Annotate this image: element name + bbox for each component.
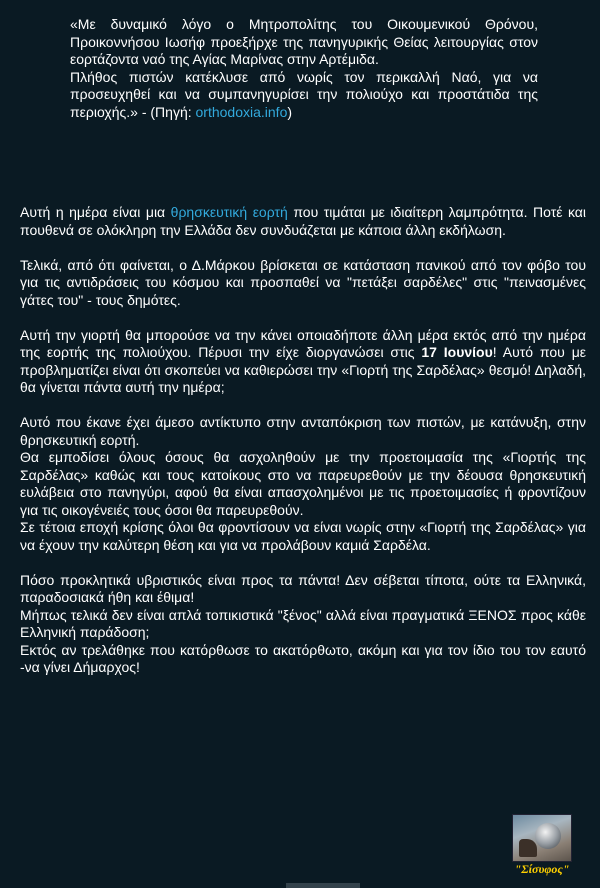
p3-text-after: ! Αυτό που με προβληματίζει είναι ότι σκοπεύει να καθιερώσει την «Γιορτή της Σαρδέλας» θεσμό! Δηλαδή, θα γίνεται πάντα αυτή την ημέρα; <box>20 344 586 395</box>
signature-label: "Σίσυφος" <box>514 862 570 876</box>
pushing-figure-shape <box>519 839 537 857</box>
boulder-shape <box>535 823 561 849</box>
p1-text-after: που τιμάται με ιδιαίτερη λαμπρότητα. Ποτέ και πουθενά σε ολόκληρη την Ελλάδα δεν συνδυάζεται με κάποια άλλη εκδήλωση. <box>20 204 587 238</box>
quote-close: ) <box>287 103 293 120</box>
blockquote <box>70 16 538 121</box>
p5-line-2: Μήπως τελικά δεν είναι απλά τοπικιστικά "ξένος" αλλά είναι πραγματικά ΞΕΝΟΣ προς κάθε Ελληνική παράδοση; <box>20 606 586 640</box>
p5-line-3: Εκτός αν τρελάθηκε που κατόρθωσε το ακατόρθωτο, ακόμη και για τον ίδιο του τον εαυτό -να γίνει Δήμαρχος! <box>20 641 586 675</box>
scroll-indicator[interactable] <box>286 883 360 888</box>
p5-line-1: Πόσο προκλητικά υβριστικός είναι προς τα πάντα! Δεν σέβεται τίποτα, ούτε τα Ελληνικά, παραδοσιακά ήθη και έθιμα! <box>20 571 586 605</box>
quote-text-2: Πλήθος πιστών κατέκλυσε από νωρίς τον περικαλλή Ναό, για να προσευχηθεί και να συμπανηγυρίσει την πολιούχο και προστάτιδα της περιοχής.» - (Πηγή: <box>70 68 538 120</box>
p4-line-1: Αυτό που έκανε έχει άμεσο αντίκτυπο στην ανταπόκριση των πιστών, με κατάνυξη, στην θρησκευτική εορτή. <box>20 414 586 448</box>
paragraph-4 <box>20 414 586 554</box>
paragraph-5 <box>20 572 586 677</box>
p4-line-2: Θα εμποδίσει όλους όσους θα ασχοληθούν με την προετοιμασία της «Γιορτής της Σαρδέλας» καθώς και τους κατοίκους στο να παρευρεθούν με την δέουσα θρησκευτική ευλάβεια στο πανηγύρι, αφού θα είναι απασχολημένοι με τις προετοιμασίες ή φροντίζουν για τις οικογένειές τους όσοι θα παρευρεθούν. <box>20 449 586 518</box>
p3-date: 17 Ιουνίου <box>421 344 493 360</box>
religious-feast-link[interactable]: θρησκευτική εορτή <box>170 204 288 220</box>
p1-text: Αυτή η ημέρα είναι μια <box>20 204 171 220</box>
paragraph-1 <box>20 204 586 239</box>
sisyphus-image <box>512 814 572 862</box>
paragraph-3 <box>20 327 586 397</box>
p3-text: Αυτή την γιορτή θα μπορούσε να την κάνει οποιαδήποτε άλλη μέρα εκτός από την ημέρα της εορτής της πολιούχου. Πέρυσι την είχε διοργανώσει στις <box>20 326 586 360</box>
source-link[interactable]: orthodoxia.info <box>195 103 288 120</box>
paragraph-2 <box>20 257 586 310</box>
quote-text: «Με δυναμικό λόγο ο Μητροπολίτης του Οικουμενικού Θρόνου, Προικοννήσου Ιωσήφ προεξήρχε της πανηγυρικής Θείας λειτουργίας στον εορτάζοντα ναό της Αγίας Μαρίνας στην Αρτέμιδα. <box>70 16 538 67</box>
article-body <box>20 204 586 694</box>
p4-line-3: Σε τέτοια εποχή κρίσης όλοι θα φροντίσουν να είναι νωρίς στην «Γιορτή της Σαρδέλας» για να έχουν την καλύτερη θέση και για να προλάβουν καμιά Σαρδέλα. <box>20 519 586 553</box>
p2-text: Τελικά, από ότι φαίνεται, ο Δ.Μάρκου βρίσκεται σε κατάσταση πανικού από τον φόβο του για τις αντιδράσεις του κόσμου και προσπαθεί να "πετάξει σαρδέλες" στις "πεινασμένες γάτες του" - τους δημότες. <box>20 256 586 308</box>
author-signature <box>504 812 580 876</box>
